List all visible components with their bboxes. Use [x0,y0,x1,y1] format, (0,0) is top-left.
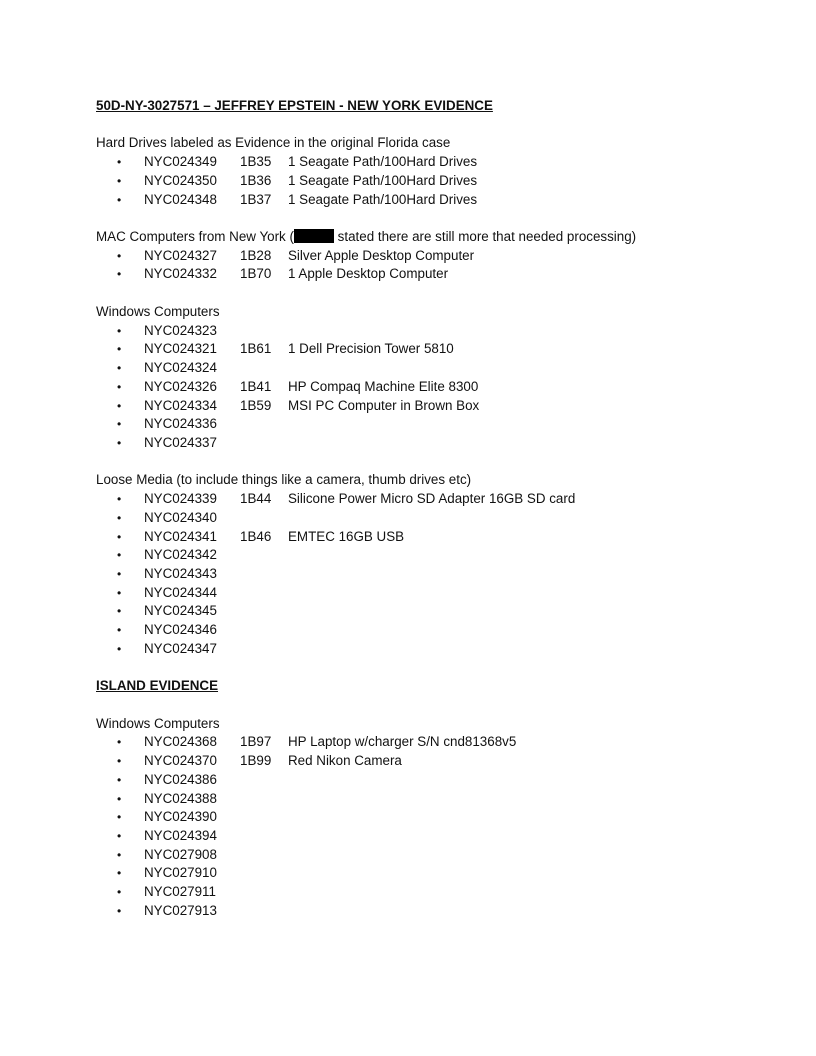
list-item [96,902,736,921]
list-item [96,322,736,341]
evidence-id: NYC024339 [144,491,217,507]
item-description: HP Laptop w/charger S/N cnd81368v5 [288,734,517,750]
lot-number: 1B46 [240,528,272,544]
blank-line [96,284,736,303]
item-description: Silver Apple Desktop Computer [288,247,475,263]
bullet-icon: • [117,585,122,600]
evidence-id: NYC024350 [144,172,217,188]
bullet-icon: • [117,847,122,862]
blank-line [96,659,736,678]
bullet-icon: • [117,566,122,581]
lot-number: 1B28 [240,247,272,263]
item-description: MSI PC Computer in Brown Box [288,397,480,413]
section-heading [96,134,736,153]
list-item [96,584,736,603]
lot-number: 1B59 [240,397,272,413]
section-heading-text: Hard Drives labeled as Evidence in the original Florida case [96,135,451,151]
lot-number: 1B41 [240,378,272,394]
evidence-id: NYC024386 [144,771,217,787]
bullet-icon: • [117,829,122,844]
item-description: Red Nikon Camera [288,753,402,769]
section-heading-text: Windows Computers [96,303,220,319]
evidence-id: NYC024336 [144,416,217,432]
evidence-id: NYC024334 [144,397,217,413]
bullet-icon: • [117,885,122,900]
bullet-icon: • [117,248,122,263]
item-description: 1 Apple Desktop Computer [288,266,449,282]
list-item [96,565,736,584]
list-item [96,846,736,865]
evidence-id: NYC024343 [144,565,217,581]
list-item [96,265,736,284]
evidence-id: NYC024347 [144,640,217,656]
blank-line [96,209,736,228]
section-heading [96,715,736,734]
bullet-icon: • [117,342,122,357]
evidence-id: NYC027911 [144,884,216,900]
list-item [96,883,736,902]
lot-number: 1B36 [240,172,272,188]
evidence-id: NYC024348 [144,191,217,207]
section-heading [96,228,736,247]
lot-number: 1B70 [240,266,272,282]
evidence-id: NYC027910 [144,865,217,881]
item-description: HP Compaq Machine Elite 8300 [288,378,479,394]
evidence-id: NYC027913 [144,902,217,918]
bullet-icon: • [117,435,122,450]
list-item [96,415,736,434]
list-item [96,509,736,528]
item-description: 1 Seagate Path/100Hard Drives [288,191,478,207]
bullet-icon: • [117,604,122,619]
list-item [96,621,736,640]
evidence-id: NYC024370 [144,753,217,769]
list-item [96,247,736,266]
document-body [96,97,736,921]
section-heading-text-continued: stated there are still more that needed processing) [333,229,637,245]
bullet-icon: • [117,529,122,544]
section-heading-text: Windows Computers [96,715,220,731]
lot-number: 1B37 [240,191,272,207]
list-item [96,434,736,453]
bullet-icon: • [117,548,122,563]
list-item [96,340,736,359]
lot-number: 1B97 [240,734,272,750]
bullet-icon: • [117,772,122,787]
lot-number: 1B44 [240,491,272,507]
bullet-icon: • [117,323,122,338]
bullet-icon: • [117,791,122,806]
evidence-id: NYC024368 [144,734,217,750]
bullet-icon: • [117,866,122,881]
list-item [96,808,736,827]
list-item [96,771,736,790]
list-item [96,602,736,621]
item-description: EMTEC 16GB USB [288,528,405,544]
list-item [96,490,736,509]
section-heading [96,303,736,322]
list-item [96,864,736,883]
evidence-id: NYC024388 [144,790,217,806]
bullet-icon: • [117,417,122,432]
bullet-icon: • [117,735,122,750]
bullet-icon: • [117,192,122,207]
list-item [96,733,736,752]
blank-line [96,116,736,135]
list-item [96,378,736,397]
blank-line [96,696,736,715]
evidence-id: NYC024341 [144,528,217,544]
bullet-icon: • [117,173,122,188]
bullet-icon: • [117,361,122,376]
bullet-icon: • [117,492,122,507]
evidence-id: NYC024346 [144,622,217,638]
bullet-icon: • [117,641,122,656]
section-major-heading: ISLAND EVIDENCE [96,678,219,694]
item-description: Silicone Power Micro SD Adapter 16GB SD card [288,491,576,507]
lot-number: 1B35 [240,154,272,170]
evidence-id: NYC024327 [144,247,217,263]
blank-line [96,453,736,472]
bullet-icon: • [117,510,122,525]
evidence-id: NYC024321 [144,341,217,357]
list-item [96,752,736,771]
evidence-id: NYC024342 [144,547,217,563]
redaction-box [294,229,334,243]
evidence-id: NYC024323 [144,322,217,338]
bullet-icon: • [117,398,122,413]
list-item [96,191,736,210]
bullet-icon: • [117,754,122,769]
evidence-id: NYC027908 [144,846,217,862]
list-item [96,359,736,378]
list-item [96,528,736,547]
list-item [96,397,736,416]
evidence-id: NYC024340 [144,509,217,525]
bullet-icon: • [117,810,122,825]
evidence-id: NYC024349 [144,154,217,170]
list-item [96,546,736,565]
list-item [96,172,736,191]
evidence-id: NYC024345 [144,603,217,619]
list-item [96,153,736,172]
item-description: 1 Dell Precision Tower 5810 [288,341,454,357]
list-item [96,790,736,809]
lot-number: 1B61 [240,341,272,357]
section-heading-text: Loose Media (to include things like a camera, thumb drives etc) [96,472,472,488]
evidence-id: NYC024332 [144,266,217,282]
bullet-icon: • [117,623,122,638]
list-item [96,640,736,659]
evidence-id: NYC024390 [144,809,217,825]
section-heading-text: MAC Computers from New York ( [96,229,294,245]
evidence-id: NYC024337 [144,434,217,450]
lot-number: 1B99 [240,753,272,769]
section-heading [96,471,736,490]
document-title: 50D-NY-3027571 – JEFFREY EPSTEIN - NEW YORK EVIDENCE [96,98,493,113]
evidence-id: NYC024394 [144,828,217,844]
list-item [96,827,736,846]
evidence-id: NYC024324 [144,360,217,376]
bullet-icon: • [117,903,122,918]
item-description: 1 Seagate Path/100Hard Drives [288,154,478,170]
item-description: 1 Seagate Path/100Hard Drives [288,172,478,188]
evidence-id: NYC024344 [144,584,217,600]
bullet-icon: • [117,379,122,394]
evidence-id: NYC024326 [144,378,217,394]
bullet-icon: • [117,267,122,282]
bullet-icon: • [117,155,122,170]
